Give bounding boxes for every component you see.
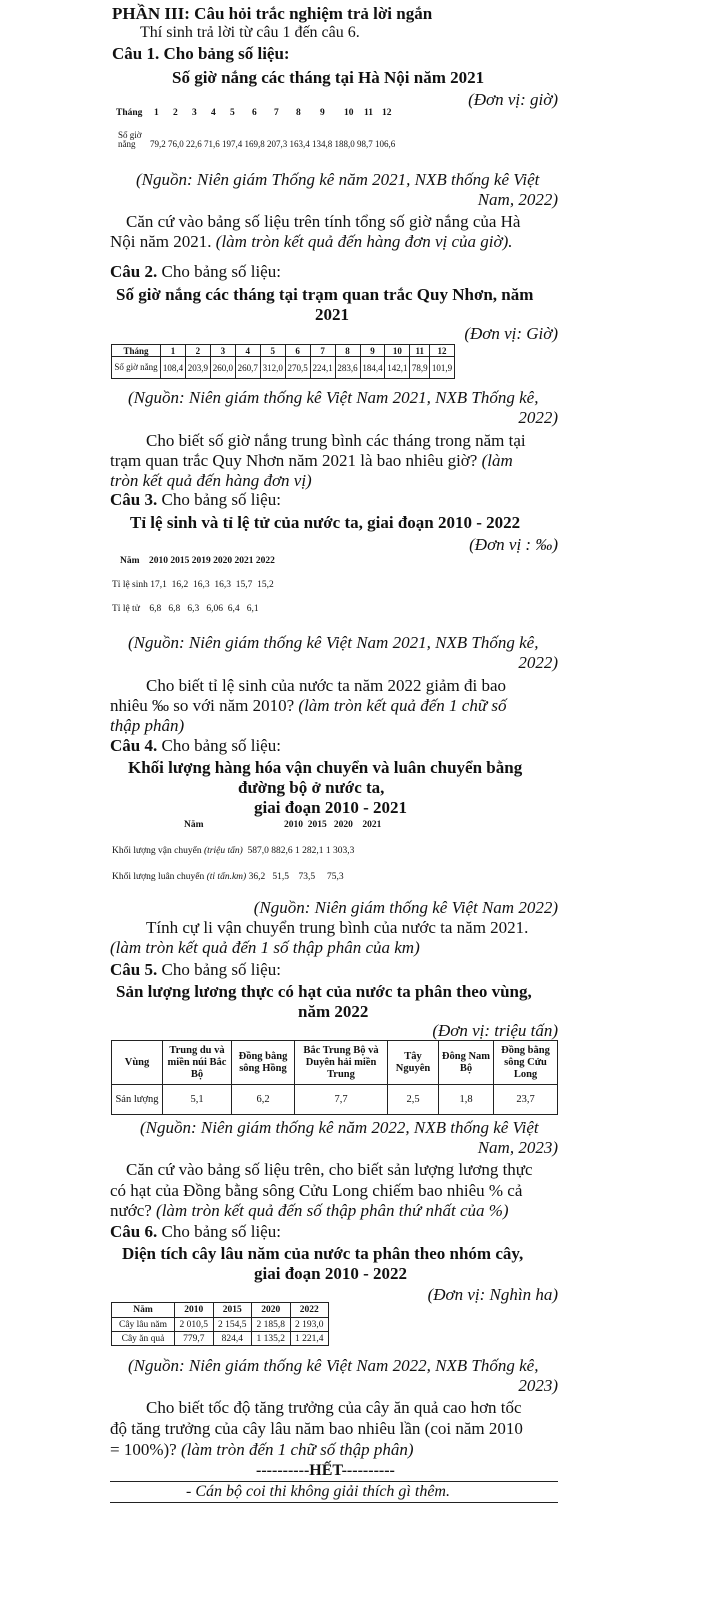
q1-month: 10: [344, 108, 354, 118]
q2-source-line2: 2022): [518, 408, 558, 427]
q6-row1-cell: Cây lâu năm: [112, 1318, 175, 1332]
q4-label: [110, 736, 281, 756]
q1-question-text: Nội năm 2021.: [110, 232, 216, 251]
q6-label: [110, 1222, 281, 1242]
q2-month: 3: [210, 345, 235, 357]
q6-question-line1: Cho biết tốc độ tăng trưởng của cây ăn quả cao hơn tốc: [146, 1398, 522, 1417]
q6-row1-cell: 2 193,0: [290, 1318, 329, 1332]
q4-label-text: Cho bảng số liệu:: [157, 736, 281, 755]
q6-header-cell: 2020: [252, 1303, 291, 1318]
q2-label: [110, 262, 281, 282]
q2-question-line1: Cho biết số giờ nắng trung bình các tháng trong năm tại: [146, 431, 526, 450]
q6-table-title-line1: Diện tích cây lâu năm của nước ta phân theo nhóm cây,: [122, 1244, 524, 1263]
divider-bottom: [110, 1502, 558, 1503]
divider-top: [110, 1481, 558, 1482]
q2-value: 78,9: [410, 357, 430, 379]
q3-label: [110, 490, 281, 510]
q3-birth-row: Tỉ lệ sinh 17,1 16,2 16,3 16,3 15,7 15,2: [112, 580, 274, 590]
q1-question-line2: [110, 232, 512, 252]
q5-row-label: Sản lượng: [112, 1085, 163, 1115]
q3-question-line1: Cho biết tỉ lệ sinh của nước ta năm 2022 giảm đi bao: [146, 676, 507, 695]
q4-row2: [112, 872, 344, 882]
q1-source-line1: (Nguồn: Niên giám Thống kê năm 2021, NXB thống kê Việt: [136, 170, 540, 189]
q5-value: 5,1: [163, 1085, 232, 1115]
q2-month: 7: [310, 345, 335, 357]
q6-question-line3: [110, 1440, 414, 1460]
q1-label: Câu 1. Cho bảng số liệu:: [112, 44, 290, 63]
footer-note: - Cán bộ coi thi không giải thích gì thêm.: [186, 1483, 450, 1500]
q2-value: 184,4: [360, 357, 385, 379]
q2-value: 270,5: [285, 357, 310, 379]
q5-table-title-line2: năm 2022: [298, 1002, 369, 1021]
q3-question-line2: [110, 696, 506, 716]
q2-month: 4: [235, 345, 260, 357]
q5-col-region: Vùng: [112, 1041, 163, 1085]
q2-month: 12: [430, 345, 455, 357]
part-instruction: Thí sinh trả lời từ câu 1 đến câu 6.: [140, 24, 360, 41]
q2-label-number: Câu 2.: [110, 262, 158, 281]
q4-row1-values: 587,0 882,6 1 282,1 1 303,3: [247, 846, 355, 856]
q4-row2-label: Khối lượng luân chuyển: [112, 872, 207, 882]
q5-region-header: Đồng bằng sông Hồng: [232, 1041, 295, 1085]
q3-unit: (Đơn vị : ‰): [469, 535, 558, 554]
q6-header-cell: 2015: [213, 1303, 252, 1318]
q5-value: 2,5: [388, 1085, 439, 1115]
q1-values: 79,2 76,0 22,6 71,6 197,4 169,8 207,3 163,4 134,8 188,0 98,7 106,6: [150, 139, 396, 149]
q2-question-line2: [110, 451, 513, 471]
q1-row-label-line: Số giờ: [118, 130, 142, 140]
q6-source-line2: 2023): [518, 1376, 558, 1395]
q3-header-row: Năm 2010 2015 2019 2020 2021 2022: [120, 556, 275, 566]
q2-month: 10: [385, 345, 410, 357]
q3-label-number: Câu 3.: [110, 490, 158, 509]
q5-label-text: Cho bảng số liệu:: [157, 960, 281, 979]
q2-value: 101,9: [430, 357, 455, 379]
q5-source-line1: (Nguồn: Niên giám thống kê năm 2022, NXB thống kê Việt: [140, 1118, 539, 1137]
q5-value: 23,7: [494, 1085, 558, 1115]
q2-question-line3: tròn kết quả đến hàng đơn vị): [110, 471, 312, 490]
q2-value: 312,0: [260, 357, 285, 379]
q4-row1-label: Khối lượng vận chuyển: [112, 846, 204, 856]
q2-table-title-line2: 2021: [315, 305, 349, 324]
q5-region-header: Tây Nguyên: [388, 1041, 439, 1085]
q5-region-header: Đồng bằng sông Cửu Long: [494, 1041, 558, 1085]
q6-header-cell: 2022: [290, 1303, 329, 1318]
q1-month: 12: [382, 108, 392, 118]
q3-question-text: nhiêu ‰ so với năm 2010?: [110, 696, 299, 715]
q1-row-label-line: nắng: [118, 139, 136, 149]
q5-region-header: Bắc Trung Bộ và Duyên hải miền Trung: [295, 1041, 388, 1085]
q1-source-line2: Nam, 2022): [477, 190, 558, 209]
q2-month: 11: [410, 345, 430, 357]
q1-month: 8: [296, 108, 301, 118]
q2-month: 8: [335, 345, 360, 357]
q5-question-hint: (làm tròn kết quả đến số thập phân thứ nhất của %): [156, 1201, 509, 1220]
q4-source: (Nguồn: Niên giám thống kê Việt Nam 2022): [253, 898, 558, 917]
q1-question-hint: (làm tròn kết quả đến hàng đơn vị của giờ).: [215, 232, 513, 251]
q5-label: [110, 960, 281, 980]
q4-years: 2010 2015 2020 2021: [284, 820, 382, 830]
q2-value: 260,7: [235, 357, 260, 379]
q6-row1-cell: 2 154,5: [213, 1318, 252, 1332]
q4-question-line1: Tính cự li vận chuyển trung bình của nước ta năm 2021.: [146, 918, 529, 937]
q2-value: 283,6: [335, 357, 360, 379]
q5-question-line3: [110, 1201, 509, 1221]
q6-row2-cell: 824,4: [213, 1332, 252, 1346]
q2-table: [111, 344, 455, 379]
q2-source-line1: (Nguồn: Niên giám thống kê Việt Nam 2021, NXB Thống kê,: [128, 388, 539, 407]
q1-header-label: Tháng: [116, 108, 143, 118]
q2-value: 260,0: [210, 357, 235, 379]
q1-header-row: [116, 108, 400, 118]
q1-question-line1: Căn cứ vào bảng số liệu trên tính tổng số giờ nắng của Hà: [126, 212, 521, 231]
q1-month: 7: [274, 108, 279, 118]
q6-question-hint: (làm tròn đến 1 chữ số thập phân): [180, 1440, 414, 1459]
q4-row1-unit: (triệu tấn): [203, 846, 243, 856]
q3-source-line2: 2022): [518, 653, 558, 672]
q1-month: 9: [320, 108, 325, 118]
q5-table: [111, 1040, 558, 1115]
q4-label-number: Câu 4.: [110, 736, 158, 755]
q6-label-text: Cho bảng số liệu:: [157, 1222, 281, 1241]
q5-label-number: Câu 5.: [110, 960, 158, 979]
q6-unit: (Đơn vị: Nghìn ha): [427, 1285, 558, 1304]
q5-value: 1,8: [439, 1085, 494, 1115]
q2-value: 108,4: [161, 357, 186, 379]
q5-table-title-line1: Sản lượng lương thực có hạt của nước ta phân theo vùng,: [116, 982, 532, 1001]
q4-row1: [112, 846, 354, 856]
q5-region-header: Trung du và miền núi Bắc Bộ: [163, 1041, 232, 1085]
q1-month: 3: [192, 108, 197, 118]
q6-question-line2: độ tăng trưởng của cây lâu năm bao nhiêu lần (coi năm 2010: [110, 1419, 523, 1438]
q1-month: 5: [230, 108, 235, 118]
q1-month: 6: [252, 108, 257, 118]
q6-header-cell: 2010: [175, 1303, 214, 1318]
q6-label-number: Câu 6.: [110, 1222, 158, 1241]
q2-question-hint: (làm: [481, 451, 513, 470]
q5-value: 7,7: [295, 1085, 388, 1115]
q2-month: 6: [285, 345, 310, 357]
q6-row1-cell: 2 010,5: [175, 1318, 214, 1332]
q6-table-title-line2: giai đoạn 2010 - 2022: [254, 1264, 408, 1283]
q1-month: 11: [364, 108, 373, 118]
q3-label-text: Cho bảng số liệu:: [157, 490, 281, 509]
q5-value: 6,2: [232, 1085, 295, 1115]
q5-question-text: nước?: [110, 1201, 157, 1220]
q4-row2-values: 36,2 51,5 73,5 75,3: [248, 872, 344, 882]
q5-region-header: Đông Nam Bộ: [439, 1041, 494, 1085]
q4-table-title-line1: Khối lượng hàng hóa vận chuyển và luân chuyển bằng: [128, 758, 523, 777]
q5-question-line1: Căn cứ vào bảng số liệu trên, cho biết sản lượng lương thực: [126, 1160, 533, 1179]
q5-unit: (Đơn vị: triệu tấn): [432, 1021, 558, 1040]
q2-value: 142,1: [385, 357, 410, 379]
q3-question-hint: (làm tròn kết quả đến 1 chữ số: [298, 696, 507, 715]
q1-row-label: [118, 131, 142, 149]
part-title: PHẦN III: Câu hỏi trắc nghiệm trả lời ngắn: [112, 4, 433, 23]
q2-label-text: Cho bảng số liệu:: [157, 262, 281, 281]
q6-row2-cell: 1 221,4: [290, 1332, 329, 1346]
q1-unit: (Đơn vị: giờ): [468, 90, 558, 109]
q4-question-line2: (làm tròn kết quả đến 1 số thập phân của km): [110, 938, 420, 957]
q1-month: 4: [211, 108, 216, 118]
q6-row2-cell: 1 135,2: [252, 1332, 291, 1346]
q5-question-line2: có hạt của Đồng bằng sông Cửu Long chiếm bao nhiêu % cả: [110, 1181, 523, 1200]
q2-month: 9: [360, 345, 385, 357]
q4-table-title-line3: giai đoạn 2010 - 2021: [254, 798, 408, 817]
end-mark: ----------HẾT----------: [256, 1462, 395, 1479]
q1-month: 1: [154, 108, 159, 118]
q3-table-title: Tỉ lệ sinh và tỉ lệ tử của nước ta, giai đoạn 2010 - 2022: [130, 513, 521, 532]
q6-row2-cell: Cây ăn quả: [112, 1332, 175, 1346]
q1-table-title: Số giờ nắng các tháng tại Hà Nội năm 2021: [172, 68, 485, 87]
q2-month: 1: [161, 345, 186, 357]
q6-question-text: = 100%)?: [110, 1440, 181, 1459]
q2-header-label: Tháng: [112, 345, 161, 357]
q3-question-line3: thập phân): [110, 716, 185, 735]
q4-table-title-line2: đường bộ ở nước ta,: [238, 778, 385, 797]
q2-unit: (Đơn vị: Giờ): [464, 324, 558, 343]
q2-value: 203,9: [185, 357, 210, 379]
q3-death-row: Tỉ lệ tử 6,8 6,8 6,3 6,06 6,4 6,1: [112, 604, 259, 614]
q6-row1-cell: 2 185,8: [252, 1318, 291, 1332]
q2-month: 2: [185, 345, 210, 357]
q5-source-line2: Nam, 2023): [477, 1138, 558, 1157]
q6-table: [111, 1302, 329, 1346]
q2-row-label: Số giờ nắng: [112, 357, 161, 379]
q2-value: 224,1: [310, 357, 335, 379]
q3-source-line1: (Nguồn: Niên giám thống kê Việt Nam 2021, NXB Thống kê,: [128, 633, 539, 652]
q4-row2-unit: (tỉ tấn.km): [206, 872, 247, 882]
q2-month: 5: [260, 345, 285, 357]
q2-table-title-line1: Số giờ nắng các tháng tại trạm quan trắc Quy Nhơn, năm: [116, 285, 534, 304]
q2-question-text: trạm quan trắc Quy Nhơn năm 2021 là bao nhiêu giờ?: [110, 451, 482, 470]
q4-header-year: Năm: [184, 820, 204, 830]
q6-row2-cell: 779,7: [175, 1332, 214, 1346]
q1-month: 2: [173, 108, 178, 118]
q6-header-cell: Năm: [112, 1303, 175, 1318]
q6-source-line1: (Nguồn: Niên giám thống kê Việt Nam 2022, NXB Thống kê,: [128, 1356, 539, 1375]
